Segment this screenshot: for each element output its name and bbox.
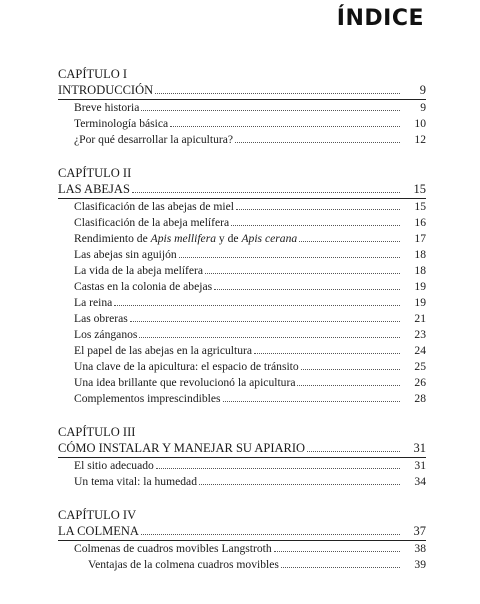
chapter-heading: INTRODUCCIÓN: [58, 83, 154, 97]
chapter-heading: CÓMO INSTALAR Y MANEJAR SU APIARIO: [58, 441, 306, 455]
page-number: 18: [414, 264, 426, 277]
page-number: 23: [414, 328, 426, 341]
page-title: ÍNDICE: [336, 6, 424, 31]
entry-title: Clasificación de las abejas de miel: [74, 200, 234, 213]
chapter-heading-row[interactable]: [58, 181, 426, 197]
toc-entry[interactable]: [58, 541, 426, 557]
page-number: 17: [414, 232, 426, 245]
dot-leader: [155, 93, 400, 94]
page-number: 37: [413, 524, 426, 538]
entry-title: Colmenas de cuadros movibles Langstroth: [74, 542, 272, 555]
dot-leader: [299, 241, 400, 242]
entry-title: Las abejas sin aguijón: [74, 248, 177, 261]
entry-title: Complementos imprescindibles: [74, 392, 221, 405]
toc-entry[interactable]: [58, 116, 426, 132]
entry-title: Castas en la colonia de abejas: [74, 280, 213, 293]
chapter-heading: LA COLMENA: [58, 524, 139, 538]
page-number: 19: [414, 280, 426, 293]
toc-entry[interactable]: [58, 327, 426, 343]
entry-title: Los zánganos: [74, 328, 138, 341]
toc-entry[interactable]: [58, 231, 426, 247]
toc-entry[interactable]: [58, 199, 426, 215]
page-number: 12: [414, 133, 426, 146]
page-number: 24: [414, 344, 426, 357]
page-number: 18: [414, 248, 426, 261]
dot-leader: [235, 142, 400, 143]
toc-entry[interactable]: [58, 359, 426, 375]
page-number: 21: [414, 312, 426, 325]
dot-leader: [231, 225, 400, 226]
dot-leader: [114, 305, 400, 306]
chapter-label: CAPÍTULO II: [58, 166, 132, 180]
entry-title: Una idea brillante que revolucionó la apicultura: [74, 376, 296, 389]
dot-leader: [297, 385, 400, 386]
chapter-heading-row[interactable]: [58, 82, 426, 98]
chapter-3: [58, 424, 426, 490]
toc-entry[interactable]: [58, 311, 426, 327]
entry-title: Las obreras: [74, 312, 128, 325]
entry-title: La reina: [74, 296, 113, 309]
chapter-2: [58, 165, 426, 407]
dot-leader: [170, 126, 400, 127]
toc-entry[interactable]: [58, 132, 426, 148]
dot-leader: [254, 353, 400, 354]
entry-title: ¿Por qué desarrollar la apicultura?: [74, 133, 234, 146]
entry-title: Terminología básica: [74, 117, 169, 130]
entry-title-part: Rendimiento de: [74, 232, 151, 245]
toc-entry[interactable]: [58, 215, 426, 231]
entry-title: [58, 231, 297, 247]
page-number: 9: [420, 101, 426, 114]
page-number: 31: [413, 441, 426, 455]
toc-entry[interactable]: [58, 100, 426, 116]
dot-leader: [281, 567, 400, 568]
dot-leader: [301, 369, 400, 370]
chapter-label: CAPÍTULO IV: [58, 508, 137, 522]
dot-leader: [141, 534, 400, 535]
chapter-4: [58, 507, 426, 573]
chapter-label: CAPÍTULO I: [58, 67, 128, 81]
page-number: 10: [414, 117, 426, 130]
chapter-heading-row[interactable]: [58, 440, 426, 456]
toc-entry[interactable]: [58, 343, 426, 359]
entry-title: El sitio adecuado: [74, 459, 154, 472]
toc-entry[interactable]: [58, 263, 426, 279]
entry-title: Ventajas de la colmena cuadros movibles: [88, 558, 279, 571]
table-of-contents: [58, 66, 426, 590]
entry-title: Breve historia: [74, 101, 140, 114]
dot-leader: [130, 321, 400, 322]
chapter-heading-row[interactable]: [58, 523, 426, 539]
page-number: 25: [414, 360, 426, 373]
toc-entry[interactable]: [58, 247, 426, 263]
dot-leader: [156, 468, 400, 469]
page-number: 38: [414, 542, 426, 555]
dot-leader: [214, 289, 400, 290]
toc-entry[interactable]: [58, 458, 426, 474]
entry-title: Clasificación de la abeja melífera: [74, 216, 230, 229]
dot-leader: [307, 451, 400, 452]
species-name: Apis cerana: [241, 232, 298, 245]
entry-title: El papel de las abejas en la agricultura: [74, 344, 253, 357]
dot-leader: [223, 401, 400, 402]
page-number: 19: [414, 296, 426, 309]
page-number: 28: [414, 392, 426, 405]
dot-leader: [274, 551, 400, 552]
dot-leader: [236, 209, 400, 210]
dot-leader: [179, 257, 400, 258]
toc-entry[interactable]: [58, 474, 426, 490]
dot-leader: [139, 337, 400, 338]
page-number: 39: [414, 558, 426, 571]
toc-subentry[interactable]: [58, 557, 426, 573]
page-number: 9: [419, 83, 426, 97]
dot-leader: [199, 484, 400, 485]
dot-leader: [141, 110, 400, 111]
chapter-heading: LAS ABEJAS: [58, 182, 130, 196]
chapter-label: CAPÍTULO III: [58, 425, 136, 439]
toc-entry[interactable]: [58, 295, 426, 311]
entry-title-part: y de: [216, 232, 242, 245]
dot-leader: [132, 192, 400, 193]
chapter-1: [58, 66, 426, 148]
page-number: 16: [414, 216, 426, 229]
page-number: 15: [414, 200, 426, 213]
toc-entry[interactable]: [58, 391, 426, 407]
toc-entry[interactable]: [58, 279, 426, 295]
entry-title: Una clave de la apicultura: el espacio de tránsito: [74, 360, 299, 373]
page-number: 34: [414, 475, 426, 488]
dot-leader: [205, 273, 400, 274]
page-number: 26: [414, 376, 426, 389]
toc-entry[interactable]: [58, 375, 426, 391]
species-name: Apis mellifera: [150, 232, 217, 245]
entry-title: La vida de la abeja melífera: [74, 264, 204, 277]
page-number: 31: [414, 459, 426, 472]
page-number: 15: [413, 182, 426, 196]
entry-title: Un tema vital: la humedad: [74, 475, 197, 488]
